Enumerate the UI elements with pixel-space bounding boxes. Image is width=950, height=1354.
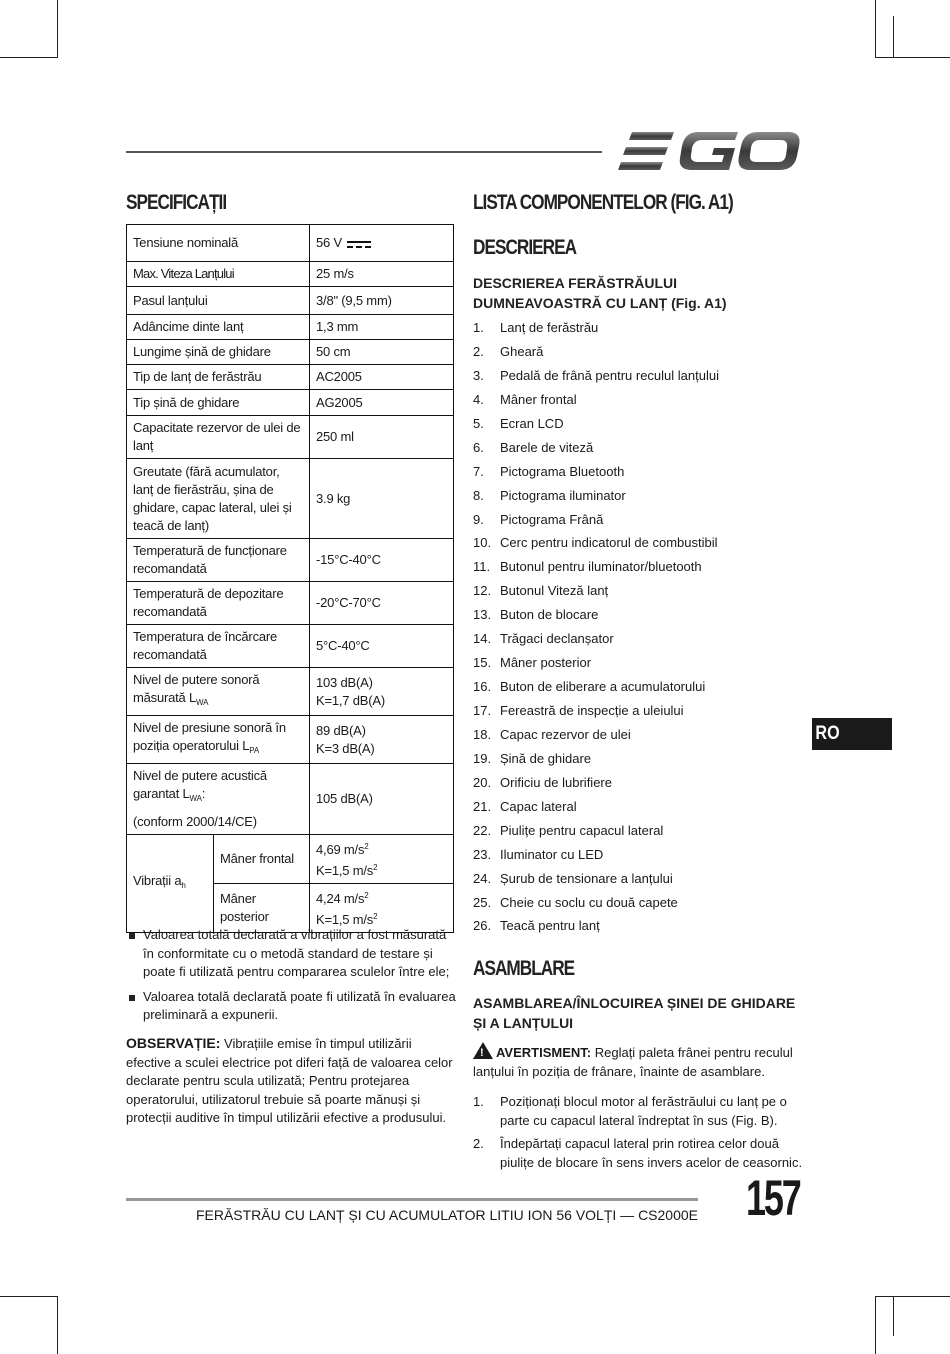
bullet-item: Valoarea totală declarată poate fi utilizată în evaluarea preliminară a expunerii.	[126, 988, 456, 1025]
item-number: 3.	[473, 367, 484, 383]
sound-power-sub: WA	[196, 698, 209, 707]
spec-label	[127, 764, 310, 835]
item-number: 11.	[473, 559, 491, 575]
table-row	[127, 625, 454, 668]
specs-heading: SPECIFICAȚII	[126, 191, 227, 214]
item-number: 19.	[473, 750, 492, 766]
item-number: 8.	[473, 487, 484, 503]
item-text: Mâner posterior	[500, 655, 592, 671]
crop-mark	[875, 57, 950, 58]
item-number: 10.	[473, 535, 492, 551]
language-tab	[812, 718, 892, 750]
vibration-sub: h	[181, 881, 186, 890]
sound-power-k: K=1,7 dB(A)	[316, 692, 385, 708]
spec-label: Lungime șină de ghidare	[127, 340, 310, 365]
list-item	[473, 414, 803, 438]
item-number: 5.	[473, 415, 484, 431]
spec-value: -15°C-40°C	[310, 539, 454, 582]
warning-text: Reglați paleta frânei pentru reculul lanțului în poziția de frânare, înainte de asamblare.	[473, 1045, 793, 1079]
crop-mark	[875, 1296, 876, 1354]
spec-value: 3/8" (9,5 mm)	[310, 287, 454, 315]
spec-value	[310, 716, 454, 764]
item-number: 18.	[473, 726, 492, 742]
crop-mark	[875, 0, 876, 58]
item-number: 4.	[473, 391, 484, 407]
sound-pressure-value: 89 dB(A)	[316, 722, 366, 738]
description-subheading: DESCRIEREA FERĂSTRĂULUI DUMNEAVOASTRĂ CU LANȚ (Fig. A1)	[473, 275, 727, 311]
table-row	[127, 287, 454, 315]
list-item	[473, 869, 803, 893]
crop-mark	[0, 1296, 58, 1297]
note-text: Vibrațiile emise în timpul utilizării efective a sculei electrice pot diferi față de valoarea celor declarate pentru scula utilizată; Pentru protejarea operatorului, utilizatorul trebuie să poarte mănuși și protecții auditive în timpul utilizării efective a produsului.	[126, 1036, 453, 1125]
table-row	[127, 668, 454, 716]
dc-symbol-icon	[347, 239, 371, 249]
acoustic-colon: :	[201, 786, 206, 801]
table-row	[127, 716, 454, 764]
list-item	[473, 725, 803, 749]
crop-mark	[0, 57, 58, 58]
acoustic-conform: (conform 2000/14/CE)	[133, 814, 257, 829]
table-row	[127, 416, 454, 459]
sound-power-value: 103 dB(A)	[316, 674, 373, 690]
spec-label: Temperatura de încărcare recomandată	[127, 625, 310, 668]
item-text: Gheară	[500, 343, 544, 359]
item-text: Lanț de ferăstrău	[500, 320, 599, 335]
spec-value	[310, 225, 454, 262]
spec-label	[127, 668, 310, 716]
spec-label: Tensiune nominală	[127, 225, 310, 262]
step-number: 1.	[473, 1094, 484, 1109]
item-text: Butonul Viteză lanț	[500, 583, 609, 599]
item-number: 23.	[473, 846, 492, 862]
crop-mark	[875, 1296, 950, 1297]
item-number: 26.	[473, 918, 492, 934]
vibration-front-label: Mâner frontal	[214, 835, 310, 884]
spec-label: Tip șină de ghidare	[127, 390, 310, 416]
item-text: Pictograma Bluetooth	[500, 463, 625, 479]
spec-label: Temperatură de depozitare recomandată	[127, 582, 310, 625]
spec-value: 1,3 mm	[310, 315, 454, 340]
sup-2: 2	[364, 891, 369, 900]
item-text: Pictograma iluminator	[500, 487, 626, 503]
item-text: Mâner frontal	[500, 391, 577, 407]
vibration-notes	[126, 926, 456, 1031]
bullet-item: Valoarea totală declarată a vibrațiilor a fost măsurată în conformitate cu o metodă standard de testare și poate fi utilizată pentru compararea sculelor între ele;	[126, 926, 456, 982]
item-text: Capac lateral	[500, 798, 577, 814]
item-text: Teacă pentru lanț	[500, 918, 600, 934]
list-item	[473, 773, 803, 797]
list-item	[473, 1135, 803, 1172]
item-text: Șurub de tensionare a lanțului	[500, 870, 673, 886]
spec-label: Adâncime dinte lanț	[127, 315, 310, 340]
spec-value: 5°C-40°C	[310, 625, 454, 668]
table-row	[127, 340, 454, 365]
item-text: Ecran LCD	[500, 415, 564, 431]
vibration-label-cell	[127, 835, 214, 933]
spec-value: AC2005	[310, 365, 454, 390]
item-number: 24.	[473, 870, 492, 886]
list-item	[473, 845, 803, 869]
list-item	[473, 462, 803, 486]
table-row	[127, 225, 454, 262]
vibration-front-value: 4,69 m/s	[316, 842, 365, 857]
footer-rule	[126, 1198, 698, 1201]
item-number: 17.	[473, 703, 492, 718]
item-text: Pedală de frână pentru reculul lanțului	[500, 367, 719, 383]
sound-pressure-sub: PA	[249, 746, 259, 755]
spec-value	[310, 835, 454, 884]
item-number: 1.	[473, 320, 484, 335]
spec-value: 25 m/s	[310, 262, 454, 287]
spec-label: Temperatură de funcționare recomandată	[127, 539, 310, 582]
list-item	[473, 438, 803, 462]
item-number: 9.	[473, 511, 484, 527]
assembly-steps	[473, 1093, 803, 1177]
assembly-heading: ASAMBLARE	[473, 957, 575, 980]
warning-label: AVERTISMENT:	[496, 1045, 592, 1060]
list-item	[473, 510, 803, 534]
table-row	[127, 539, 454, 582]
item-number: 20.	[473, 774, 492, 790]
item-text: Fereastră de inspecție a uleiului	[500, 703, 684, 718]
spec-label: Greutate (fără acumulator, lanț de fierăstrău, șina de ghidare, capac lateral, ulei și teacă de lanț)	[127, 459, 310, 539]
language-tab-label: RO	[815, 723, 840, 744]
components-list	[473, 318, 803, 940]
sound-pressure-k: K=3 dB(A)	[316, 740, 375, 756]
list-item	[473, 605, 803, 629]
list-item	[473, 701, 803, 725]
sup-2: 2	[373, 863, 378, 872]
table-row	[127, 390, 454, 416]
list-item	[473, 342, 803, 366]
item-text: Capac rezervor de ulei	[500, 726, 631, 742]
spec-value	[310, 668, 454, 716]
item-text: Orificiu de lubrifiere	[500, 774, 612, 790]
list-item	[473, 749, 803, 773]
item-number: 25.	[473, 894, 492, 910]
item-text: Cerc pentru indicatorul de combustibil	[500, 535, 718, 551]
vibration-rear-label: Mâner posterior	[214, 884, 310, 933]
spec-value: 250 ml	[310, 416, 454, 459]
table-row	[127, 459, 454, 539]
step-text: Îndepărtați capacul lateral prin rotirea celor două piulițe de blocare în sens invers acelor de ceasornic.	[500, 1136, 803, 1170]
list-item	[473, 486, 803, 510]
spec-value: 50 cm	[310, 340, 454, 365]
item-text: Butonul pentru iluminator/bluetooth	[500, 559, 702, 575]
item-number: 21.	[473, 798, 492, 814]
note-label: OBSERVAȚIE:	[126, 1035, 221, 1051]
item-text: Iluminator cu LED	[500, 846, 604, 862]
step-number: 2.	[473, 1136, 484, 1151]
page-number: 157	[746, 1170, 800, 1226]
item-number: 15.	[473, 655, 492, 671]
vibration-rear-k: K=1,5 m/s	[316, 912, 374, 927]
crop-mark	[893, 16, 894, 58]
spec-value-text: 56 V	[316, 235, 342, 250]
item-text: Trăgaci declanșator	[500, 631, 614, 647]
table-row	[127, 315, 454, 340]
spec-label: Max. Viteza Lanțului	[127, 262, 310, 287]
list-item	[473, 797, 803, 821]
item-number: 13.	[473, 607, 492, 623]
table-row	[127, 764, 454, 835]
step-text: Poziționați blocul motor al ferăstrăului cu lanț pe o parte cu capacul lateral îndreptat în sus (Fig. B).	[500, 1094, 787, 1128]
list-item	[473, 390, 803, 414]
warning-block	[473, 1042, 803, 1081]
spec-value: 105 dB(A)	[310, 764, 454, 835]
sup-2: 2	[364, 842, 369, 851]
spec-value: AG2005	[310, 390, 454, 416]
item-text: Buton de blocare	[500, 607, 599, 623]
header-rule	[126, 151, 602, 153]
item-number: 7.	[473, 463, 484, 479]
acoustic-label: Nivel de putere acustică garantat L	[133, 768, 267, 801]
footer-title: FERĂSTRĂU CU LANȚ ȘI CU ACUMULATOR LITIU ION 56 VOLȚI — CS2000E	[195, 1207, 698, 1223]
description-heading: DESCRIEREA	[473, 236, 577, 259]
item-text: Cheie cu soclu cu două capete	[500, 894, 678, 910]
spec-value: -20°C-70°C	[310, 582, 454, 625]
spec-value: 3.9 kg	[310, 459, 454, 539]
item-number: 22.	[473, 822, 492, 838]
spec-label: Pasul lanțului	[127, 287, 310, 315]
list-item	[473, 677, 803, 701]
item-text: Barele de viteză	[500, 439, 594, 455]
vibration-front-k: K=1,5 m/s	[316, 863, 374, 878]
table-row	[127, 262, 454, 287]
acoustic-sub: WA	[189, 794, 202, 803]
list-item	[473, 557, 803, 581]
spec-label: Tip de lanț de ferăstrău	[127, 365, 310, 390]
warning-icon	[473, 1042, 493, 1059]
table-row	[127, 582, 454, 625]
ego-logo	[618, 130, 800, 172]
crop-mark	[57, 0, 58, 58]
item-number: 14.	[473, 631, 492, 647]
list-item	[473, 893, 803, 917]
item-number: 12.	[473, 583, 492, 599]
list-item	[473, 366, 803, 390]
components-heading: LISTA COMPONENTELOR (FIG. A1)	[473, 191, 733, 214]
spec-label	[127, 716, 310, 764]
list-item	[473, 821, 803, 845]
specs-table	[126, 224, 454, 933]
assembly-subheading: ASAMBLAREA/ÎNLOCUIREA ȘINEI DE GHIDARE ȘI A LANȚULUI	[473, 995, 796, 1031]
sup-2: 2	[373, 912, 378, 921]
sound-pressure-label: Nivel de presiune sonoră în poziția operatorului L	[133, 720, 286, 753]
item-number: 16.	[473, 679, 492, 695]
list-item	[473, 653, 803, 677]
list-item	[473, 533, 803, 557]
crop-mark	[57, 1296, 58, 1354]
item-text: Piulițe pentru capacul lateral	[500, 822, 664, 838]
vibration-label: Vibrații a	[133, 873, 182, 888]
item-text: Buton de eliberare a acumulatorului	[500, 679, 706, 695]
crop-mark	[893, 1296, 894, 1336]
item-number: 6.	[473, 439, 484, 455]
sound-power-label: Nivel de putere sonoră măsurată L	[133, 672, 260, 705]
list-item	[473, 1093, 803, 1130]
item-text: Pictograma Frână	[500, 511, 604, 527]
list-item	[473, 581, 803, 605]
spec-label: Capacitate rezervor de ulei de lanț	[127, 416, 310, 459]
table-row	[127, 365, 454, 390]
vibration-rear-value: 4,24 m/s	[316, 891, 365, 906]
list-item	[473, 916, 803, 940]
item-number: 2.	[473, 343, 484, 359]
observation-note	[126, 1034, 456, 1128]
item-text: Șină de ghidare	[500, 750, 592, 766]
list-item	[473, 318, 803, 342]
list-item	[473, 629, 803, 653]
table-row	[127, 835, 454, 884]
